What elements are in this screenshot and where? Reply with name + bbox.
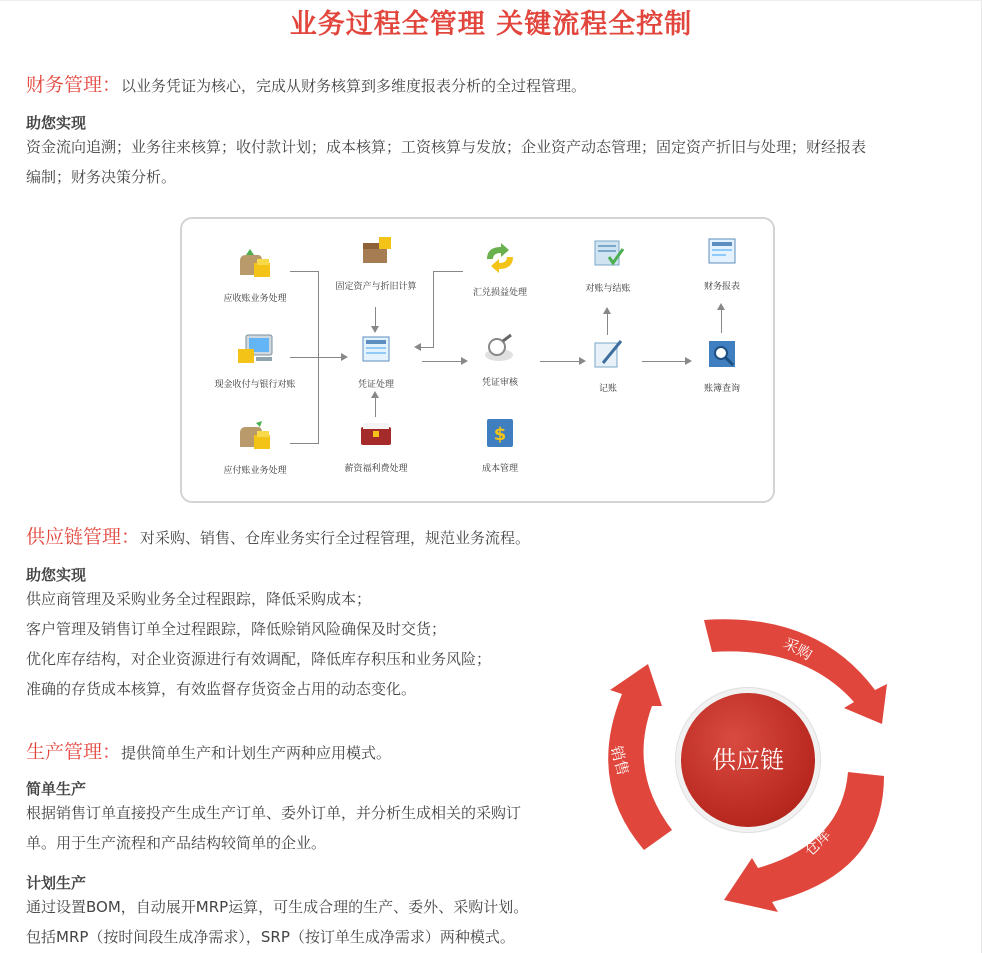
- plan-production-sub: 计划生产: [26, 874, 87, 892]
- connector: [433, 271, 434, 347]
- node-ledger: [662, 337, 782, 394]
- simple-production-line-1: 根据销售订单直接投产生成生产订单、委外订单，并分析生成相关的采购订: [26, 804, 522, 822]
- label-posting: 记账: [598, 384, 617, 394]
- computer-coins-icon: [236, 333, 274, 367]
- production-desc: 提供简单生产和计划生产两种应用模式。: [121, 744, 392, 762]
- label-cash: 现金收付与银行对账: [214, 380, 296, 390]
- finance-line-1: 资金流向追溯；业务往来核算；收付款计划；成本核算；工资核算与发放；企业资产动态管理；固定资产折旧与处理；财经报表: [26, 138, 867, 156]
- label-exchange: 汇兑损益处理: [472, 288, 527, 298]
- supply-desc: 对采购、销售、仓库业务实行全过程管理，规范业务流程。: [140, 529, 531, 547]
- supply-sub: 助您实现: [26, 566, 87, 584]
- label-cost: 成本管理: [481, 464, 518, 474]
- finance-heading-row: [26, 70, 586, 97]
- node-salary: [316, 417, 436, 474]
- finance-desc: 以业务凭证为核心，完成从财务核算到多维度报表分析的全过程管理。: [121, 77, 587, 95]
- label-voucher: 凭证处理: [357, 380, 394, 390]
- cycle-label-purchase: 采购: [780, 633, 816, 664]
- production-heading: 生产管理：: [26, 741, 122, 763]
- plan-production-line-2: 包括MRP（按时间段生成净需求），SRP（按订单生成净需求）两种模式。: [26, 928, 515, 946]
- simple-production-line-2: 单。用于生产流程和产品结构较简单的企业。: [26, 834, 327, 852]
- label-reconcile: 对账与结账: [585, 284, 631, 294]
- node-exchange: [440, 241, 560, 298]
- pen-document-icon: [589, 337, 627, 371]
- cycle-label-warehouse: 仓库: [800, 825, 835, 860]
- finance-heading: 财务管理：: [26, 74, 122, 96]
- magnifier-icon: [481, 331, 519, 365]
- label-audit: 凭证审核: [481, 378, 518, 388]
- money-bag-icon: [236, 419, 274, 453]
- node-receivable: [195, 247, 315, 304]
- node-fixed-asset: [316, 235, 436, 292]
- node-reconcile: [548, 237, 668, 294]
- supply-heading: 供应链管理：: [26, 526, 141, 548]
- label-receivable: 应收账业务处理: [223, 294, 287, 304]
- arrow-up: [371, 391, 379, 398]
- connector: [420, 347, 434, 348]
- supply-item: 供应商管理及采购业务全过程跟踪，降低采购成本；: [26, 590, 372, 608]
- report-icon: [703, 235, 741, 269]
- cycle-label-sales: 销售: [606, 743, 633, 778]
- production-heading-row: [26, 737, 391, 764]
- money-bag-icon: [236, 247, 274, 281]
- label-report: 财务报表: [703, 282, 740, 292]
- svg-text:$: $: [493, 424, 507, 445]
- book-icon: [357, 417, 395, 451]
- arrow-up: [717, 303, 725, 310]
- node-payable: [195, 419, 315, 476]
- connector: [721, 309, 722, 333]
- arrow-up: [603, 307, 611, 314]
- connector: [290, 271, 318, 272]
- finance-line-2: 编制；财务决策分析。: [26, 168, 177, 186]
- arrow-left: [414, 343, 421, 351]
- node-report: [662, 235, 782, 292]
- ledger-check-icon: [589, 237, 627, 271]
- supply-item: 优化库存结构，对企业资源进行有效调配，降低库存积压和业务风险；: [26, 650, 492, 668]
- dollar-book-icon: [481, 417, 519, 451]
- supply-item: 客户管理及销售订单全过程跟踪，降低赊销风险确保及时交货；: [26, 620, 447, 638]
- finance-flow-diagram: [180, 217, 775, 503]
- label-payable: 应付账业务处理: [223, 466, 287, 476]
- connector: [375, 397, 376, 417]
- supply-heading-row: [26, 522, 530, 549]
- page-title: 业务过程全管理 关键流程全控制: [289, 9, 693, 40]
- ledger-search-icon: [703, 337, 741, 371]
- finance-sub: 助您实现: [26, 114, 87, 132]
- currency-exchange-icon: [481, 241, 519, 275]
- node-posting: [548, 337, 668, 394]
- connector: [290, 443, 318, 444]
- node-audit: [440, 331, 560, 388]
- top-divider: [0, 0, 982, 1]
- label-fixed-asset: 固定资产与折旧计算: [335, 282, 417, 292]
- connector: [375, 307, 376, 327]
- node-cash: [195, 333, 315, 390]
- simple-production-sub: 简单生产: [26, 780, 87, 798]
- label-ledger: 账簿查询: [703, 384, 740, 394]
- supply-item: 准确的存货成本核算，有效监督存货资金占用的动态变化。: [26, 680, 417, 698]
- briefcase-icon: [357, 235, 395, 269]
- node-voucher: [316, 333, 436, 390]
- label-salary: 薪资福利费处理: [344, 464, 408, 474]
- voucher-icon: [357, 333, 395, 367]
- plan-production-line-1: 通过设置BOM，自动展开MRP运算，可生成合理的生产、委外、采购计划。: [26, 898, 529, 916]
- arrow-down: [371, 326, 379, 333]
- node-cost: [440, 417, 560, 474]
- connector: [607, 313, 608, 335]
- cycle-center: 供应链: [676, 688, 820, 832]
